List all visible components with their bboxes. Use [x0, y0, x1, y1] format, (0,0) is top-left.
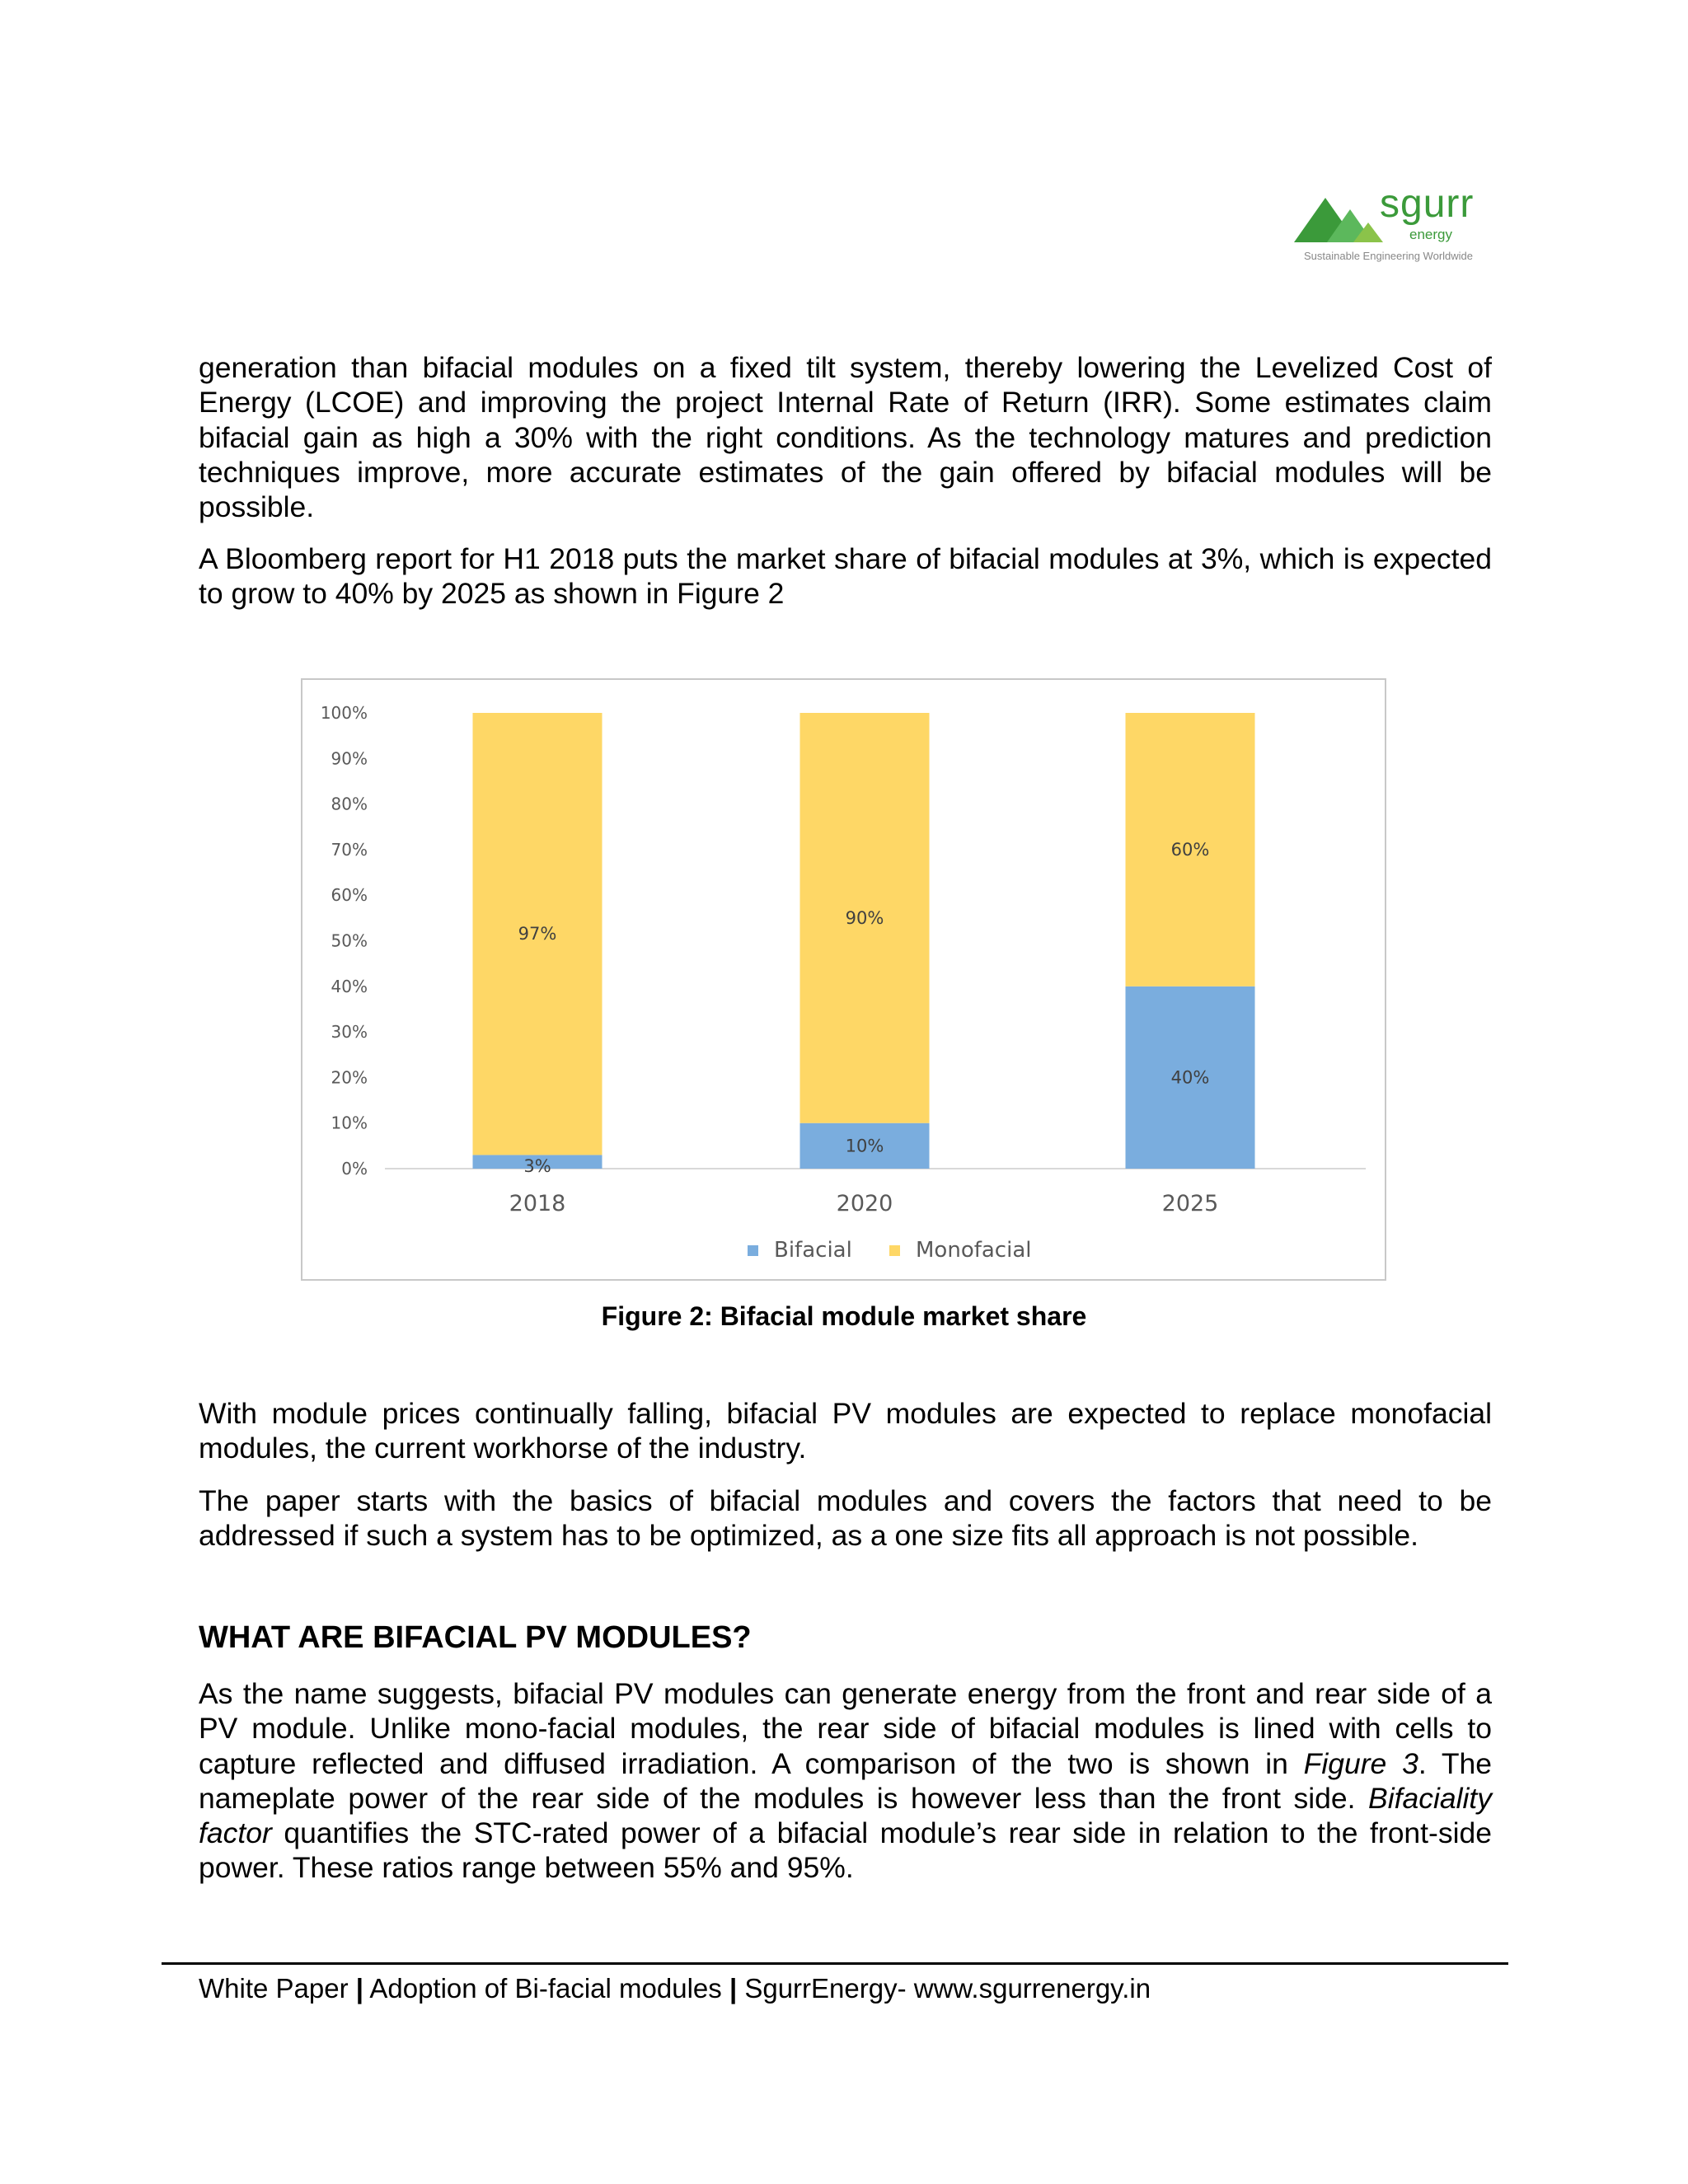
definition-text-a: As the name suggests, bifacial PV modules can generate energy from the front and rear side of a PV module. Unlike mono-facial modules, the rear side of bifacial modules is lined with cells to capture reflected and diffused irradiation. A comparison of the two is shown in — [199, 1677, 1492, 1780]
y-tick-label: 0% — [341, 1159, 368, 1179]
logo-sub: energy — [1409, 227, 1452, 242]
y-tick-label: 30% — [331, 1022, 368, 1043]
data-label-bifacial-2025: 40% — [1170, 1067, 1210, 1088]
figure-3-reference: Figure 3 — [1303, 1746, 1418, 1780]
paragraph-paper-scope: The paper starts with the basics of bifacial modules and covers the factors that need to be addressed if such a system has to be optimized, as a one size fits all approach is not possible. — [199, 1484, 1492, 1553]
page-footer — [199, 1972, 1151, 2005]
legend-label-bifacial: Bifacial — [774, 1238, 852, 1263]
y-tick-label: 80% — [331, 794, 368, 814]
legend-swatch-monofacial — [889, 1245, 900, 1256]
bifaciality-factor-term: Bifaciality factor — [199, 1781, 1492, 1850]
legend-label-monofacial: Monofacial — [916, 1238, 1032, 1263]
y-tick-label: 70% — [331, 839, 368, 860]
data-label-monofacial-2025: 60% — [1170, 839, 1210, 860]
data-label-bifacial-2020: 10% — [845, 1136, 884, 1156]
y-tick-label: 60% — [331, 885, 368, 906]
mountain-logo-icon — [1294, 191, 1385, 249]
footer-doc-title: Adoption of Bi-facial modules — [369, 1973, 722, 2004]
logo-wordmark: sgurr — [1380, 182, 1475, 226]
definition-text-c: quantifies the STC-rated power of a bifacial module’s rear side in relation to the front-side power. These ratios range between 55% and 95%. — [199, 1816, 1492, 1885]
footer-doc-type: White Paper — [199, 1973, 349, 2004]
footer-separator: | — [355, 1973, 363, 2004]
footer-divider — [162, 1962, 1508, 1965]
y-tick-label: 90% — [331, 748, 368, 769]
footer-separator: | — [729, 1973, 738, 2004]
company-logo — [1294, 182, 1492, 267]
x-tick-label: 2025 — [1161, 1191, 1219, 1216]
x-tick-label: 2018 — [509, 1191, 566, 1216]
paragraph-module-prices: With module prices continually falling, bifacial PV modules are expected to replace monofacial modules, the current workhorse of the industry. — [199, 1397, 1492, 1465]
legend-swatch-bifacial — [748, 1245, 758, 1256]
y-tick-label: 20% — [331, 1067, 368, 1088]
paragraph-bloomberg: A Bloomberg report for H1 2018 puts the market share of bifacial modules at 3%, which is expected to grow to 40% by 2025 as shown in Figure 2 — [199, 542, 1492, 611]
market-share-chart — [301, 678, 1386, 1281]
figure-caption: Figure 2: Bifacial module market share — [601, 1301, 1087, 1331]
y-tick-label: 100% — [320, 703, 368, 723]
paragraph-intro: generation than bifacial modules on a fixed tilt system, thereby lowering the Levelized Cost of Energy (LCOE) and improving the project Internal Rate of Return (IRR). Some estimates claim bifacial gain as high a 30% with the right conditions. As the technology matures and prediction techniques improve, more accurate estimates of the gain offered by bifacial modules will be possible. — [199, 351, 1492, 524]
logo-tagline: Sustainable Engineering Worldwide — [1304, 250, 1473, 262]
y-tick-label: 10% — [331, 1113, 368, 1133]
section-heading: WHAT ARE BIFACIAL PV MODULES? — [199, 1620, 752, 1655]
x-tick-label: 2020 — [836, 1191, 893, 1216]
chart-svg — [302, 680, 1385, 1279]
paragraph-bifacial-definition — [199, 1676, 1492, 1886]
footer-company-site: SgurrEnergy- www.sgurrenergy.in — [744, 1973, 1151, 2004]
y-tick-label: 40% — [331, 976, 368, 996]
y-tick-label: 50% — [331, 930, 368, 951]
definition-text-b: . The nameplate power of the rear side of the modules is however less than the front side. — [199, 1746, 1492, 1815]
data-label-bifacial-2018: 3% — [523, 1156, 551, 1176]
data-label-monofacial-2018: 97% — [518, 924, 557, 944]
data-label-monofacial-2020: 90% — [845, 907, 884, 928]
